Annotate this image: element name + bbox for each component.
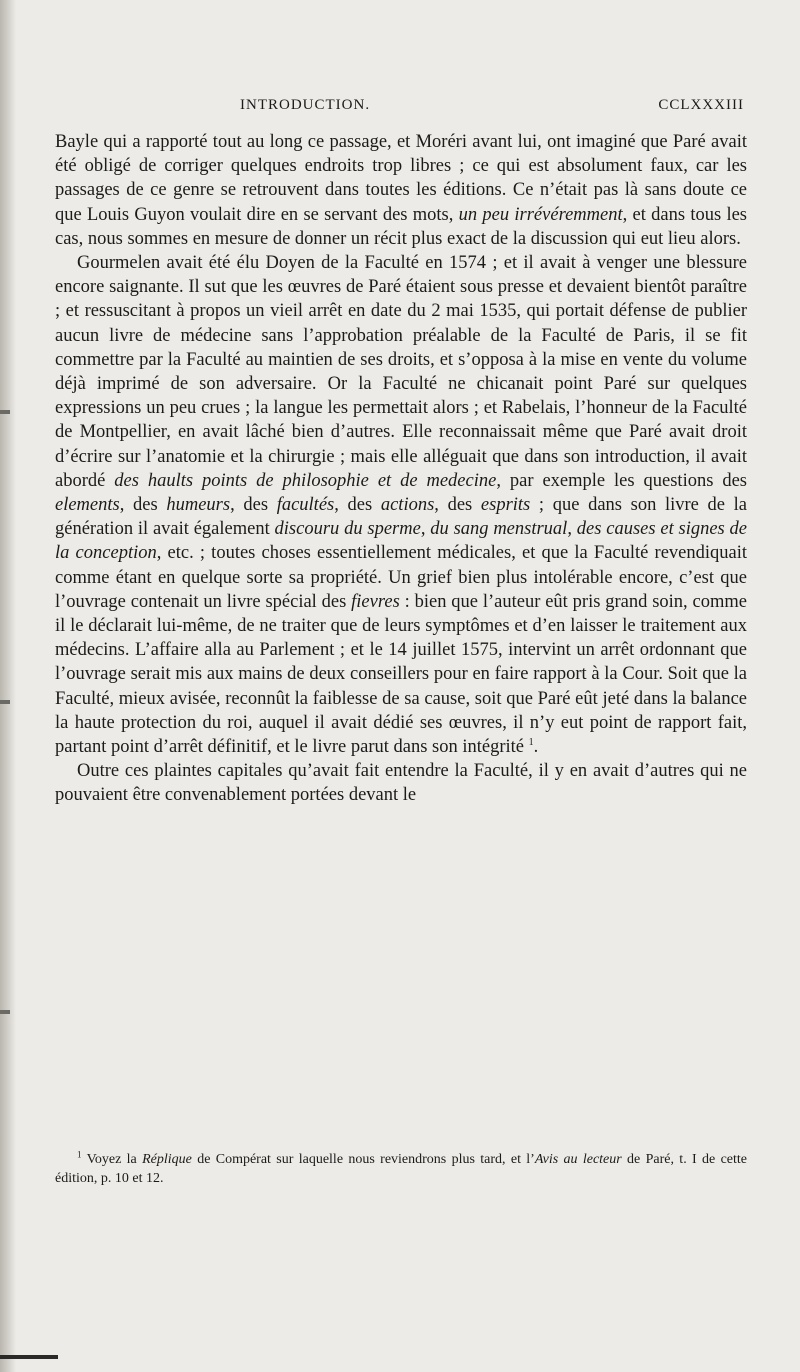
text-run: de Compérat sur laquelle nous reviendrons plus tard, et l’ — [191, 1152, 535, 1167]
paragraph-2 — [55, 251, 747, 759]
italic-run: discouru du sperme — [274, 519, 421, 540]
italic-run: des causes et signes de la conception — [55, 519, 748, 564]
text-run: Gourmelen avait été élu Doyen de la Faculté en 1574 ; et il avait à venger une blessure encore saignante. Il sut que les œuvres de Paré étaient sous presse et devaient bientôt paraître ; et ressuscitant à propos un vieil arrêt en date du 2 mai 1535, qui portait défense de publier aucun livre de médecine sans l’approbation préalable de la Faculté de Paris, il se fit commettre par la Faculté au maintien de ses droits, et s’opposa à la mise en vente du volume déjà imprimé de son adversaire. Or la Faculté ne chicanait point Paré sur quelques expressions un peu crues ; la langue les permettait alors ; et Rabelais, l’honneur de la Faculté de Montpellier, en avait lâché bien d’autres. Elle reconnaissait même que Paré avait droit d’écrire sur l’anatomie et la chirurgie ; mais elle alléguait que dans son introduction, il avait abordé — [55, 253, 747, 491]
italic-run: des haults points de philosophie et de medecine — [114, 470, 497, 491]
italic-run: elements — [55, 495, 120, 516]
text-run: . — [533, 737, 539, 758]
text-run: , etc. ; toutes choses essentiellement médicales, et que la Faculté revendiquait comme étant en quelque sorte sa propriété. Un grief bien plus intolérable encore, c’est que l’ouvrage contenait un livre spécial des — [55, 543, 747, 612]
gutter-mark — [0, 700, 10, 704]
text-run: Voyez la — [81, 1152, 143, 1167]
paragraph-3: Outre ces plaintes capitales qu’avait fait entendre la Faculté, il y en avait d’autres qui ne pouvaient être convenablement portées devant le — [55, 761, 747, 806]
text-run: , — [567, 519, 577, 540]
text-run: Bayle qui a rapporté tout au long ce passage, et Moréri avant lui, ont imaginé que Paré avait été obligé de corriger quelques endroits trop libres ; ce qui est absolument faux, car les passages de ce genre se retrouvent dans toutes les éditions. Ce n’était pas là sans doute ce que Louis Guyon voulait dire en se servant des mots, — [55, 132, 747, 225]
text-run: , — [420, 519, 431, 540]
italic-run: humeurs — [166, 495, 231, 516]
italic-run: Avis au lecteur — [534, 1152, 622, 1167]
italic-run: fievres — [351, 591, 400, 612]
text-run: : bien que l’auteur eût pris grand soin, comme il le déclarait lui-même, de ne traiter que de leurs symptômes et d’en laisser le traitement aux médecins. L’affaire alla au Parlement ; et le 14 juillet 1575, intervint un arrêt ordonnant que l’ouvrage serait mis aux mains de deux conseillers pour en faire rapport à la Cour. Soit que la Faculté, mieux avisée, reconnût la faiblesse de sa cause, soit que Paré eût jeté dans la balance la haute protection du roi, auquel il avait dédié ses œuvres, il n’y eut point de rapport fait, partant point d’arrêt définitif, et le livre parut dans son intégrité — [55, 591, 747, 758]
italic-run: Réplique — [142, 1152, 192, 1167]
text-run: ; que dans son livre de la génération il avait également — [55, 495, 748, 540]
italic-run: facultés — [276, 495, 335, 516]
gutter-mark — [0, 410, 10, 414]
gutter-mark — [0, 1010, 10, 1014]
italic-run: esprits — [480, 495, 531, 516]
text-run: , des — [119, 495, 167, 516]
text-run: , par exemple les questions des — [496, 470, 747, 491]
footnote-1 — [55, 1150, 747, 1188]
footnote-marker: 1 — [77, 1149, 82, 1160]
page-number: CCLXXXIII — [658, 97, 744, 113]
running-title: INTRODUCTION. — [240, 97, 371, 113]
text-run: , des — [230, 495, 277, 516]
main-text — [55, 130, 747, 808]
italic-run: un peu irrévéremment — [458, 204, 623, 225]
running-header — [240, 97, 744, 119]
text-run: , des — [434, 495, 481, 516]
page-gutter-shadow — [0, 0, 16, 1372]
paragraph-1 — [55, 130, 747, 251]
italic-run: actions — [380, 495, 435, 516]
text-run: , et dans tous les cas, nous sommes en mesure de donner un récit plus exact de la discussion qui eut lieu alors. — [55, 204, 747, 249]
italic-run: du sang menstrual — [430, 519, 568, 540]
footnotes — [55, 1150, 747, 1188]
page-edge-mark — [0, 1355, 58, 1359]
footnote-reference: 1 — [528, 736, 534, 748]
text-run: , des — [334, 495, 381, 516]
text-run: de Paré, t. I de cette édition, p. 10 et 12. — [55, 1152, 747, 1186]
